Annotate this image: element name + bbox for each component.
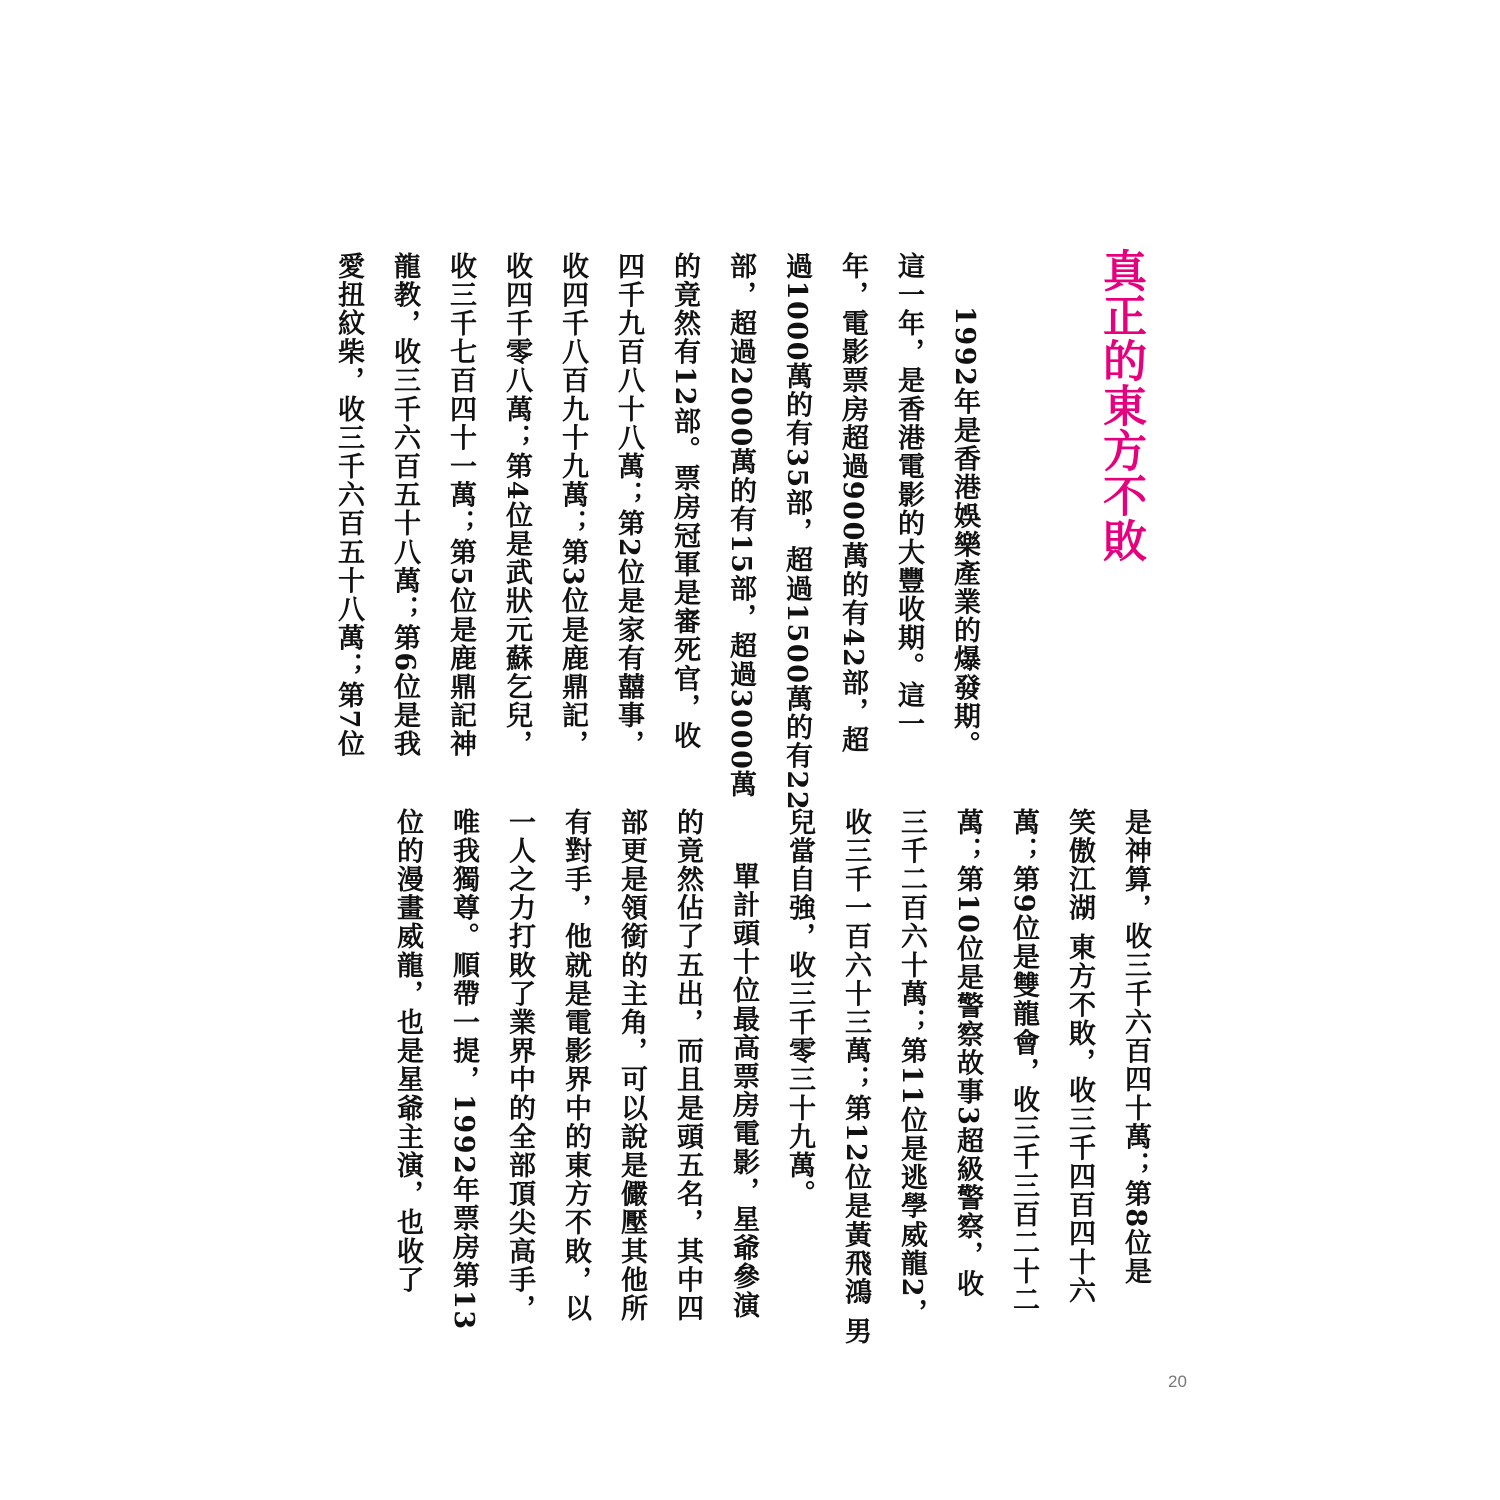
- text-column: 三千二百六十萬；第11位是逃學威龍2，: [896, 808, 927, 1327]
- text-column: 的竟然有12部。票房冠軍是審死官，收: [669, 252, 700, 751]
- text-column: 愛扭紋柴，收三千六百五十八萬；第7位: [333, 252, 364, 759]
- text-column: 收三千七百四十一萬；第5位是鹿鼎記神: [445, 252, 476, 759]
- text-block-lower: [379, 808, 1163, 1346]
- text-column: 萬；第9位是雙龍會，收三千三百二十二: [1008, 808, 1039, 1315]
- text-column: 萬；第10位是警察故事3超級警察，收: [952, 808, 983, 1299]
- text-column: 部更是領銜的主角，可以說是儼壓其他所: [616, 808, 647, 1323]
- text-column: 龍教，收三千六百五十八萬；第6位是我: [389, 252, 420, 759]
- text-column: 1992年是香港娛樂產業的爆發期。: [949, 306, 980, 760]
- text-column: 這一年，是香港電影的大豐收期。這一: [893, 252, 924, 739]
- text-column: 有對手，他就是電影界中的東方不敗，以: [560, 808, 591, 1323]
- text-column: 年，電影票房超過900萬的有42部，超: [837, 252, 868, 755]
- text-column: 部，超過2000萬的有15部，超過3000萬: [725, 252, 756, 800]
- text-block-upper: [320, 252, 992, 812]
- text-column: 的竟然佔了五出，而且是頭五名，其中四: [672, 808, 703, 1323]
- text-column: 是神算，收三千六百四十萬；第8位是: [1120, 808, 1151, 1286]
- chapter-title: 真正的東方不敗: [1095, 248, 1146, 563]
- text-column: 收四千八百九十九萬；第3位是鹿鼎記，: [557, 252, 588, 759]
- text-column: 過1000萬的有35部，超過1500萬的有22: [781, 252, 812, 812]
- text-column: 四千九百八十八萬；第2位是家有囍事，: [613, 252, 644, 759]
- text-column: 收四千零八萬；第4位是武狀元蘇乞兒，: [501, 252, 532, 759]
- text-column: 兒當自強，收三千零三十九萬。: [784, 808, 815, 1209]
- text-column: 一人之力打敗了業界中的全部頂尖高手，: [504, 808, 535, 1323]
- page-number: 20: [1168, 1372, 1187, 1391]
- text-column: 唯我獨尊。順帶一提，1992年票房第13: [448, 808, 479, 1331]
- text-column: 單計頭十位最高票房電影，星爺參演: [728, 862, 759, 1320]
- text-column: 收三千一百六十三萬；第12位是黃飛鴻 男: [840, 808, 871, 1346]
- text-column: 笑傲江湖 東方不敗，收三千四百四十六: [1064, 808, 1095, 1306]
- text-column: 位的漫畫威龍，也是星爺主演，也收了: [392, 808, 423, 1295]
